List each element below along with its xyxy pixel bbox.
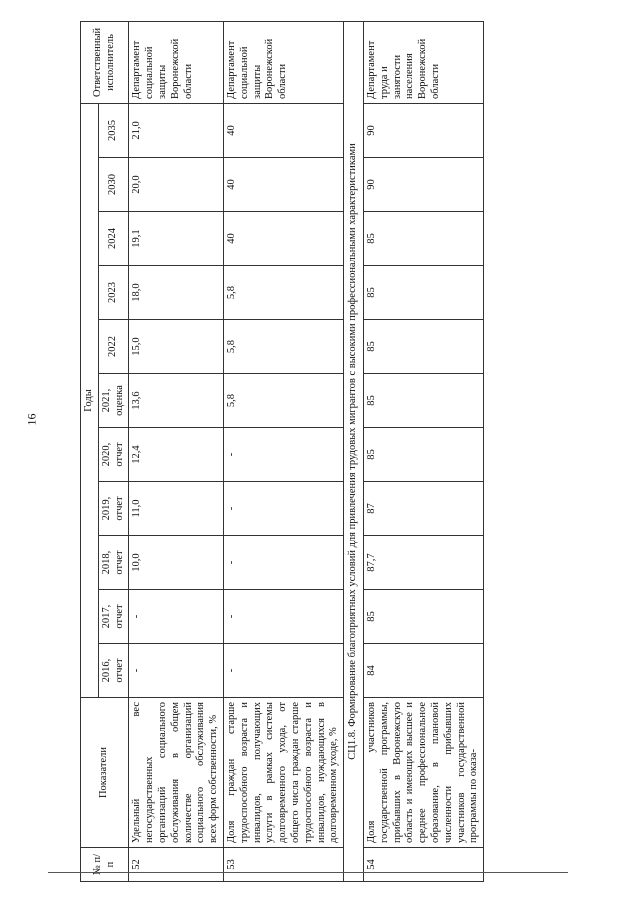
header-no: № п/п	[81, 848, 129, 882]
page-number: 16	[24, 413, 39, 426]
header-year: 2021, оценка	[98, 374, 129, 428]
row-value: -	[223, 428, 343, 482]
row-value: 18,0	[129, 266, 224, 320]
bottom-rule	[48, 872, 568, 873]
row-value: 15,0	[129, 320, 224, 374]
header-year: 2030	[98, 158, 129, 212]
row-value: 11,0	[129, 482, 224, 536]
row-number: 53	[223, 848, 343, 882]
row-executor: Департамент социальной защиты Воронежской области	[223, 21, 343, 103]
row-value: 85	[363, 320, 483, 374]
row-value: 5,8	[223, 320, 343, 374]
table-row	[363, 21, 483, 881]
table-row	[129, 21, 224, 881]
row-value: 90	[363, 158, 483, 212]
row-value: 85	[363, 266, 483, 320]
row-indicator: Доля участников государственной программы, прибывших в Воронежскую область и имеющих высшее и среднее профессиональное образование, в плановой численности прибывших участников государственной программы по оказа-	[363, 698, 483, 848]
header-year: 2019, отчет	[98, 482, 129, 536]
row-value: 19,1	[129, 212, 224, 266]
row-value: 12,4	[129, 428, 224, 482]
row-value: 5,8	[223, 374, 343, 428]
row-value: -	[129, 644, 224, 698]
row-value: -	[223, 590, 343, 644]
row-value: 5,8	[223, 266, 343, 320]
row-value: 85	[363, 374, 483, 428]
row-value: 13,6	[129, 374, 224, 428]
table-row	[223, 21, 343, 881]
row-value: 90	[363, 103, 483, 157]
header-indicators: Показатели	[81, 698, 129, 848]
row-executor: Департамент социальной защиты Воронежской области	[129, 21, 224, 103]
row-value: 21,0	[129, 103, 224, 157]
row-indicator: Доля граждан старше трудоспособного возраста и инвалидов, получающих услуги в рамках системы долговременного ухода, от общего числа граждан старше трудоспособного возраста и инвалидов, нуждающихся в долговременном уходе, %	[223, 698, 343, 848]
section-row	[344, 21, 364, 881]
header-year: 2035	[98, 103, 129, 157]
row-value: 85	[363, 590, 483, 644]
row-value: 40	[223, 158, 343, 212]
header-year: 2018, отчет	[98, 536, 129, 590]
row-value: 85	[363, 428, 483, 482]
row-value: -	[223, 536, 343, 590]
header-years-group: Годы	[81, 103, 99, 697]
row-value: -	[223, 644, 343, 698]
row-value: 87	[363, 482, 483, 536]
row-value: 85	[363, 212, 483, 266]
header-year: 2024	[98, 212, 129, 266]
header-year: 2016, отчет	[98, 644, 129, 698]
row-number: 52	[129, 848, 224, 882]
row-value: 40	[223, 103, 343, 157]
rotated-table-page	[80, 22, 560, 882]
header-executor: Ответственный исполнитель	[81, 21, 129, 103]
row-value: -	[223, 482, 343, 536]
row-value: 84	[363, 644, 483, 698]
header-year: 2017, отчет	[98, 590, 129, 644]
row-executor: Департамент труда и занятости населения Воронежской области	[363, 21, 483, 103]
header-year: 2022	[98, 320, 129, 374]
row-indicator: Удельный вес негосударственных организаций социального обслуживания в общем количестве организаций социального обслуживания всех форм собственности, %	[129, 698, 224, 848]
row-value: 87,7	[363, 536, 483, 590]
row-number: 54	[363, 848, 483, 882]
section-heading: СЦ1.8. Формирование благоприятных условий для привлечения трудовых мигрантов с высокими профессиональными характеристиками	[344, 21, 364, 881]
indicators-table	[80, 21, 484, 882]
header-year: 2023	[98, 266, 129, 320]
row-value: 20,0	[129, 158, 224, 212]
row-value: -	[129, 590, 224, 644]
header-year: 2020, отчет	[98, 428, 129, 482]
row-value: 10,0	[129, 536, 224, 590]
row-value: 40	[223, 212, 343, 266]
